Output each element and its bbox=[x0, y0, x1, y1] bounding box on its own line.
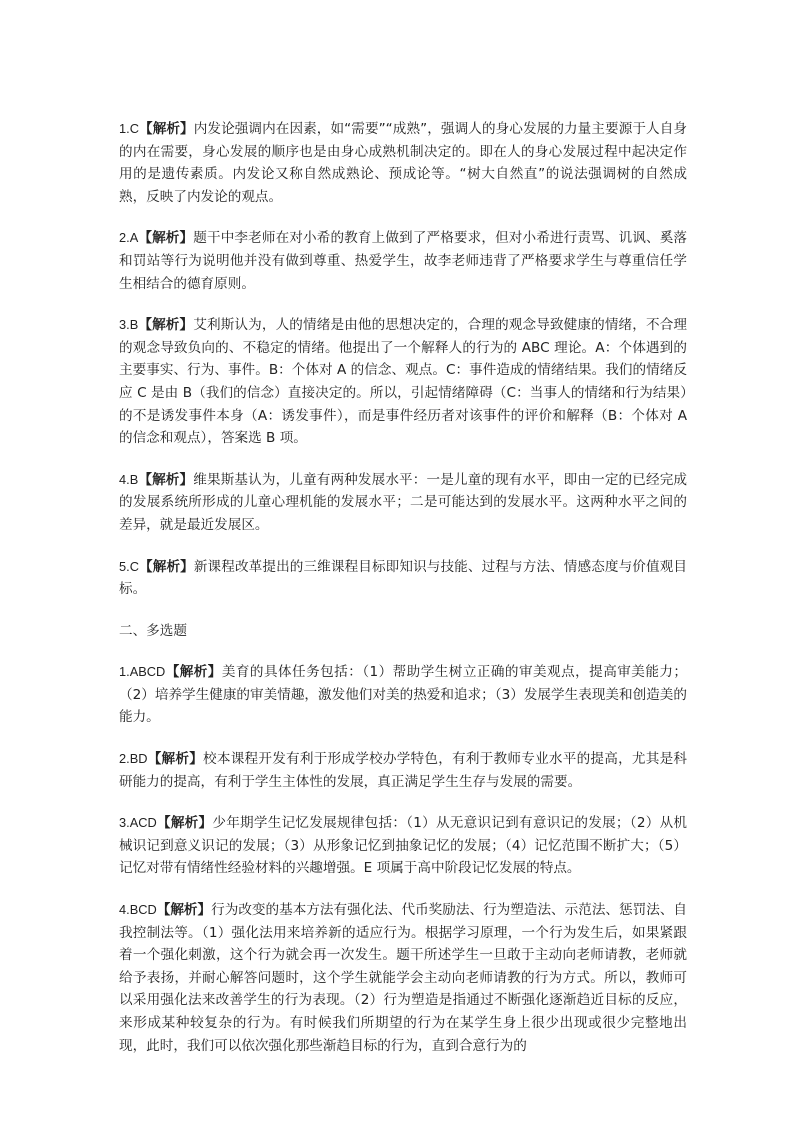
item-answer: A bbox=[129, 230, 139, 246]
item-answer: ACD bbox=[129, 815, 157, 831]
analysis-tag: 【解析】 bbox=[156, 902, 212, 919]
analysis-tag: 【解析】 bbox=[156, 815, 213, 832]
multiple-choice-answers bbox=[119, 661, 687, 1057]
answer-item-multi-1 bbox=[119, 661, 687, 729]
item-answer: C bbox=[129, 558, 139, 574]
analysis-text: 校本课程开发有利于形成学校办学特色，有利于教师专业水平的提高，尤其是科研能力的提高，有利于学生主体性的发展，真正满足学生生存与发展的需要。 bbox=[119, 751, 687, 790]
item-answer: BCD bbox=[129, 902, 157, 918]
section-title-multiple-choice: 二、多选题 bbox=[119, 622, 187, 639]
answer-item-single-3 bbox=[119, 314, 687, 450]
item-number: 4. bbox=[119, 471, 130, 487]
answer-item-single-5 bbox=[119, 556, 687, 601]
analysis-tag: 【解析】 bbox=[138, 317, 194, 334]
answer-item-single-2 bbox=[119, 227, 687, 295]
answer-item-multi-2 bbox=[119, 748, 687, 793]
item-number: 2. bbox=[119, 230, 130, 246]
item-answer: B bbox=[129, 471, 139, 487]
analysis-text: 题干中李老师在对小希的教育上做到了严格要求，但对小希进行责骂、讥讽、奚落和罚站等行为说明他并没有做到尊重、热爱学生，故李老师违背了严格要求学生与尊重信任学生相结合的德育原则。 bbox=[119, 230, 688, 292]
item-number: 3. bbox=[119, 815, 130, 831]
item-number: 2. bbox=[119, 751, 130, 767]
analysis-tag: 【解析】 bbox=[138, 558, 194, 575]
item-number: 1. bbox=[119, 664, 130, 680]
analysis-text: 行为改变的基本方法有强化法、代币奖励法、行为塑造法、示范法、惩罚法、自我控制法等。（1）强化法用来培养新的适应行为。根据学习原理，一个行为发生后，如果紧跟着一个强化刺激，这个行为就会再一次发生。题干所述学生一旦敢于主动向老师请教，老师就给予表扬，并耐心解答问题时，这个学生就能学会主动向老师请教的行为方式。所以，教师可以采用强化法来改善学生的行为表现。（2）行为塑造是指通过不断强化逐渐趋近目标的反应，来形成某种较复杂的行为。有时候我们所期望的行为在某学生身上很少出现或很少完整地出现，此时，我们可以依次强化那些渐趋目标的行为，直到合意行为的 bbox=[119, 902, 688, 1054]
item-answer: BD bbox=[129, 751, 148, 767]
analysis-tag: 【解析】 bbox=[138, 471, 194, 488]
item-answer: ABCD bbox=[129, 664, 166, 680]
analysis-tag: 【解析】 bbox=[147, 751, 204, 768]
analysis-text: 少年期学生记忆发展规律包括：（1）从无意识记到有意识记的发展；（2）从机械识记到意义识记的发展；（3）从形象记忆到抽象记忆的发展；（4）记忆范围不断扩大；（5）记忆对带有情绪性经验材料的兴趣增强。E 项属于高中阶段记忆发展的特点。 bbox=[119, 815, 688, 877]
analysis-text: 新课程改革提出的三维课程目标即知识与技能、过程与方法、情感态度与价值观目标。 bbox=[119, 558, 688, 598]
analysis-tag: 【解析】 bbox=[138, 230, 194, 247]
analysis-tag: 【解析】 bbox=[165, 664, 222, 681]
item-number: 3. bbox=[119, 317, 130, 333]
item-number: 4. bbox=[119, 902, 130, 918]
analysis-tag: 【解析】 bbox=[138, 121, 194, 137]
answer-item-multi-4 bbox=[119, 899, 687, 1057]
analysis-text: 艾利斯认为，人的情绪是由他的思想决定的，合理的观念导致健康的情绪，不合理的观念导致负向的、不稳定的情绪。他提出了一个解释人的行为的 ABC 理论。A：个体遇到的主要事实、行为、事件。B：个体对 A 的信念、观点。C：事件造成的情绪结果。我们的情绪反应 C 是由 B（我们的信念）直接决定的。所以，引起情绪障碍（C：当事人的情绪和行为结果）的不是诱发事件本身（A：诱发事件），而是事件经历者对该事件的评价和解释（B：个体对 A 的信念和观点），答案选 B 项。 bbox=[119, 317, 688, 447]
analysis-text: 维果斯基认为，儿童有两种发展水平：一是儿童的现有水平，即由一定的已经完成的发展系统所形成的儿童心理机能的发展水平；二是可能达到的发展水平。这两种水平之间的差异，就是最近发展区。 bbox=[119, 471, 688, 533]
item-number: 5. bbox=[119, 558, 130, 574]
item-answer: C bbox=[129, 121, 139, 136]
document-page bbox=[119, 118, 687, 1076]
item-number: 1. bbox=[119, 121, 130, 136]
answer-item-multi-3 bbox=[119, 812, 687, 880]
analysis-text: 内发论强调内在因素，如“需要”“成熟”，强调人的身心发展的力量主要源于人自身的内在需要，身心发展的顺序也是由身心成熟机制决定的。即在人的身心发展过程中起决定作用的是遗传素质。内发论又称自然成熟论、预成论等。“树大自然直”的说法强调树的自然成熟，反映了内发论的观点。 bbox=[119, 121, 687, 205]
answer-item-single-4 bbox=[119, 469, 687, 537]
single-choice-answers bbox=[119, 118, 687, 601]
answer-item-single-1 bbox=[119, 118, 687, 208]
analysis-text: 美育的具体任务包括：（1）帮助学生树立正确的审美观点，提高审美能力；（2）培养学生健康的审美情趣，激发他们对美的热爱和追求；（3）发展学生表现美和创造美的能力。 bbox=[119, 664, 687, 726]
item-answer: B bbox=[129, 317, 139, 333]
